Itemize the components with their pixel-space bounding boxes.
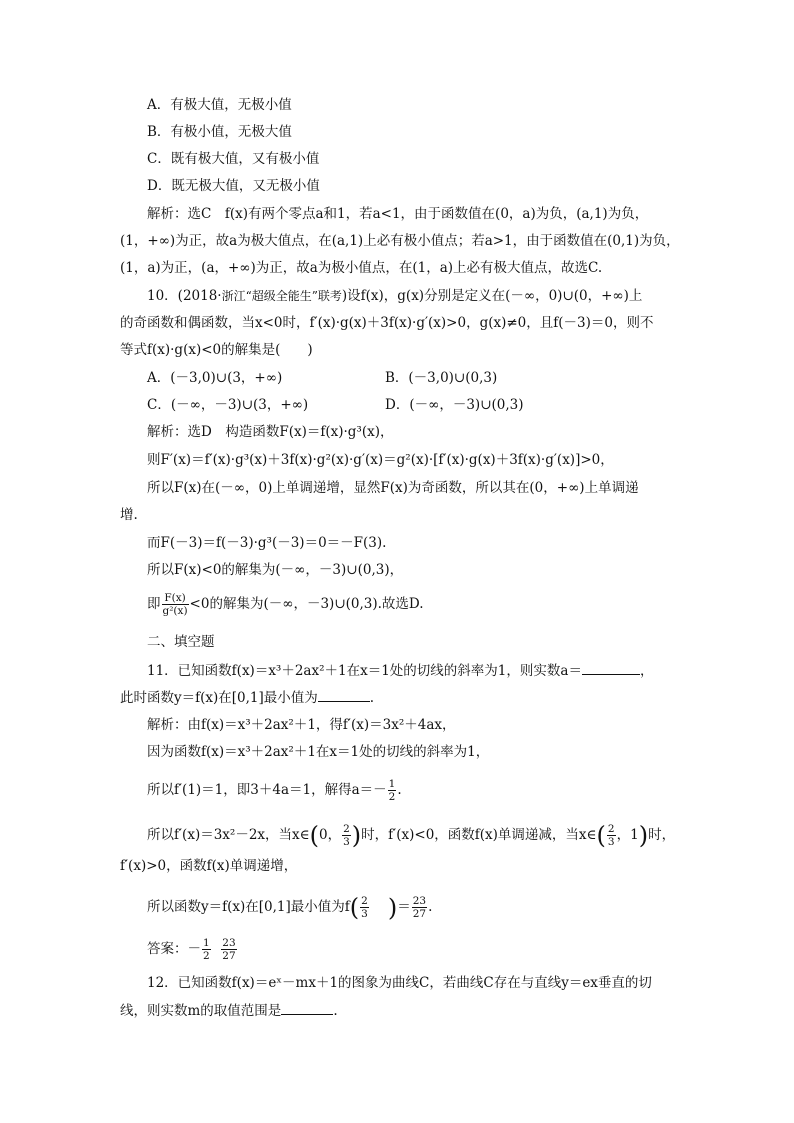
q11-sol4-den2: 3 [607, 836, 615, 848]
q10-option-c: C．(－∞，－3)∪(3，+∞) [147, 397, 309, 413]
q11-period: . [369, 690, 375, 706]
q11-solution-6 [147, 895, 432, 920]
q10-sol7-prefix: 即 [147, 596, 161, 612]
q10-fraction-denominator: g²(x) [162, 605, 188, 617]
q10-line-2: 的奇函数和偶函数，当x<0时，f′(x)·g(x)＋3f(x)·g′(x)>0，g(x)≠0，且f(－3)＝0，则不 [120, 315, 654, 331]
q9-option-b: B．有极小值，无极大值 [147, 124, 292, 140]
q10-fraction [162, 592, 189, 617]
answer-fraction-2 [221, 937, 236, 962]
q11-comma: ， [639, 663, 654, 679]
q12-period: . [333, 1003, 338, 1019]
q11-sol6-post: . [428, 899, 433, 915]
q11-sol4-fraction-1 [342, 823, 351, 848]
q11-sol6-den2: 27 [412, 908, 427, 920]
q12-blank [281, 1001, 333, 1015]
q11-sol4-den1: 3 [343, 836, 350, 848]
q11-blank-a [582, 661, 640, 675]
q11-line-2 [120, 688, 374, 707]
q12-stem: 线，则实数m的取值范围是 [120, 1003, 282, 1019]
q10-source: 浙江“超级全能生”联考 [221, 289, 342, 303]
paren-close: ) [351, 821, 362, 850]
q10-fraction-numerator: F(x) [162, 592, 189, 605]
q11-blank-min [318, 688, 370, 702]
q10-line-3: 等式f(x)·g(x)<0的解集是( ) [120, 342, 313, 358]
paren-open-3: ( [349, 893, 360, 922]
answer-den1: 2 [203, 950, 210, 962]
q11-sol4-num2: 2 [607, 823, 615, 835]
q10-option-a: A．(－3,0)∪(3，+∞) [147, 370, 283, 386]
q11-sol3-text: 所以f′(1)＝1，即3＋4a＝1，解得a＝－ [147, 782, 387, 798]
q9-analysis-line-2: (1，+∞)为正，故a为极大值点，在(a,1)上必有极小值点；若a>1，由于函数值在(0,1)为负， [120, 233, 680, 249]
q9-option-a: A．有极大值，无极小值 [147, 97, 292, 113]
q11-sol6-fraction-2 [412, 895, 427, 920]
q9-analysis-line-3: (1，a)为正，(a，+∞)为正，故a为极小值点，在(1，a)上必有极大值点，故选C. [120, 260, 603, 276]
answer-sign: － [187, 941, 201, 957]
q11-line-1 [147, 661, 653, 680]
q11-solution-4 [147, 823, 675, 848]
paren-open-2: ( [596, 821, 606, 850]
q10-option-b: B．(－3,0)∪(0,3) [385, 370, 498, 386]
q11-solution-3 [147, 778, 402, 803]
answer-den2: 27 [222, 950, 236, 962]
q11-sol6-num2: 23 [412, 895, 427, 907]
answer-fraction-1 [202, 937, 211, 962]
q10-solution-5: 而F(－3)＝f(－3)·g³(－3)＝0＝－F(3). [147, 535, 387, 551]
q10-solution-6: 所以F(x)<0的解集为(－∞，－3)∪(0,3)， [147, 562, 404, 578]
paren-close-3: ) [387, 893, 398, 922]
q11-solution-5: f′(x)>0，函数f(x)单调递增， [120, 858, 298, 874]
q12-line-2 [120, 1001, 338, 1020]
q11-sol6-num1: 2 [361, 895, 368, 907]
q11-sol6-text: 所以函数y＝f(x)在[0,1]最小值为f [147, 899, 350, 915]
q11-sol6-den1: 3 [361, 908, 368, 920]
q10-line-1-rest: )设f(x)，g(x)分别是定义在(－∞，0)∪(0，+∞)上 [341, 288, 643, 304]
q11-sol4-interval-b: ，1 [616, 827, 639, 843]
answer-label: 答案： [147, 941, 188, 957]
q11-answer [147, 937, 238, 962]
q10-number: 10．(2018· [147, 288, 222, 304]
q9-option-c: C．既有极大值，又有极小值 [147, 151, 320, 167]
answer-num2: 23 [222, 937, 236, 949]
answer-num1: 1 [203, 937, 210, 949]
q11-sol4-mid: 时，f′(x)<0，函数f(x)单调递减，当x∈ [361, 827, 597, 843]
section-fill-in: 二、填空题 [147, 634, 215, 650]
q10-solution-4: 增. [120, 507, 138, 523]
q11-sol3-fraction [388, 778, 397, 803]
q11-sol3-den: 2 [388, 791, 396, 803]
q12-line-1: 12．已知函数f(x)＝eˣ－mx＋1的图象为曲线C，若曲线C存在与直线y＝ex垂直的切 [147, 975, 652, 991]
q9-option-d: D．既无极大值，又无极小值 [147, 178, 320, 194]
q11-sol6-fraction-1 [360, 895, 369, 920]
q11-sol4-fraction-2 [607, 823, 616, 848]
q10-option-d: D．(－∞，－3)∪(0,3) [385, 397, 524, 413]
paren-open: ( [309, 821, 320, 850]
q11-sol3-post: . [397, 782, 402, 798]
q10-line-1 [147, 287, 642, 305]
q11-sol4-num1: 2 [343, 823, 350, 835]
q11-solution-1: 解析：由f(x)＝x³＋2ax²＋1，得f′(x)＝3x²＋4ax， [147, 717, 456, 733]
q11-sol3-num: 1 [388, 778, 396, 790]
q11-solution-2: 因为函数f(x)＝x³＋2ax²＋1在x＝1处的切线的斜率为1， [147, 744, 490, 760]
q11-sol4-text: 所以f′(x)＝3x²－2x，当x∈ [147, 827, 310, 843]
q11-stem-2: 此时函数y＝f(x)在[0,1]最小值为 [120, 690, 318, 706]
q11-sol6-eq: ＝ [397, 899, 411, 915]
q11-stem: 11．已知函数f(x)＝x³＋2ax²＋1在x＝1处的切线的斜率为1，则实数a＝ [147, 663, 582, 679]
q11-sol4-interval-a: 0， [319, 827, 342, 843]
q10-solution-2: 则F′(x)＝f′(x)·g³(x)＋3f(x)·g²(x)·g′(x)＝g²(x)·[f′(x)·g(x)＋3f(x)·g′(x)]>0， [147, 452, 614, 468]
q10-solution-1: 解析：选D 构造函数F(x)＝f(x)·g³(x)， [147, 424, 394, 440]
q10-sol7-rest: <0的解集为(－∞，－3)∪(0,3).故选D. [189, 596, 424, 612]
q9-analysis-line-1: 解析：选C f(x)有两个零点a和1，若a<1，由于函数值在(0，a)为负，(a,1)为负， [147, 206, 649, 222]
paren-close-2: ) [638, 821, 649, 850]
q10-solution-7 [147, 592, 424, 617]
q11-sol4-post: 时， [648, 827, 676, 843]
q10-solution-3: 所以F(x)在(－∞，0)上单调递增，显然F(x)为奇函数，所以其在(0，+∞)上单调递 [147, 480, 639, 496]
